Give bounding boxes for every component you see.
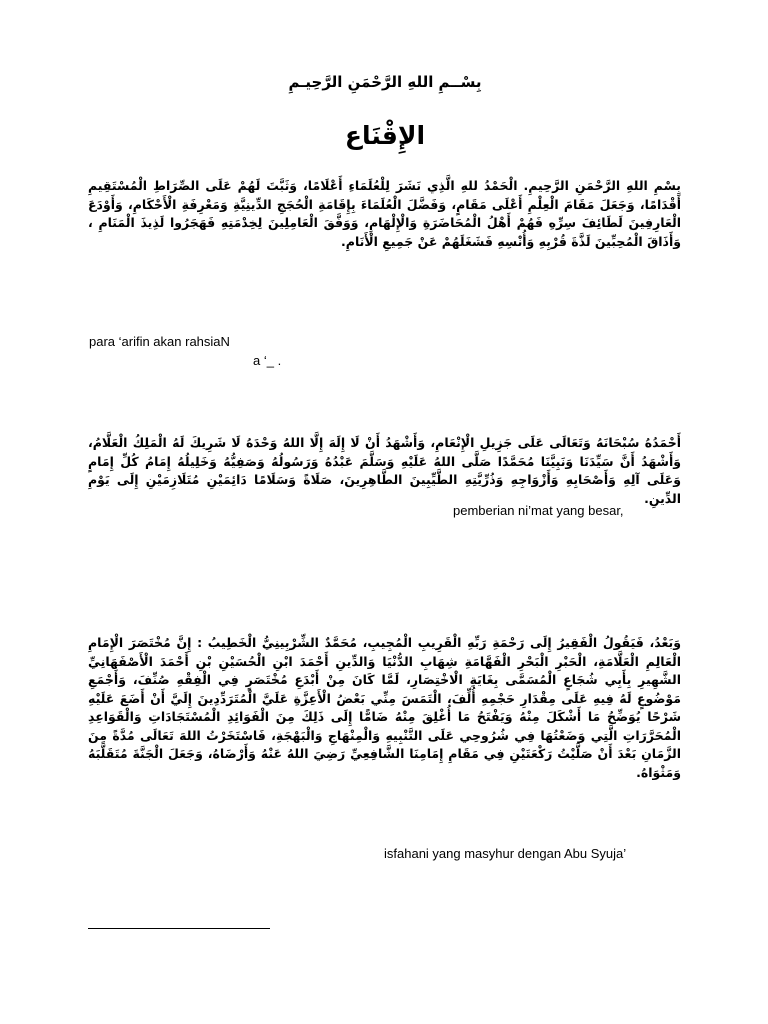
page-title: الإِقْنَاع [344, 121, 426, 150]
paragraph-shahada: أَحْمَدُهُ سُبْحَانَهُ وَتَعَالَى عَلَى جَزِيلِ الْإِنْعَامِ، وَأَشْهَدُ أَنْ لَا إِلَهَ إِلَّا اللهُ وَحْدَهُ لَا شَرِيكَ لَهُ الْمَلِكُ الْعَلَّامُ، وَأَشْهَدُ أَنَّ سَيِّدَنَا وَنَبِيَّنَا مُحَمَّدًا صَلَّى اللهُ عَلَيْهِ وَسَلَّمَ عَبْدُهُ وَرَسُولُهُ وَصَفِيُّهُ وَخَلِيلُهُ إِمَامُ كُلِّ إِمَامٍ وَعَلَى آلِهِ وَأَصْحَابِهِ وَأَزْوَاجِهِ وَذُرِّيَّتِهِ الطَّيِّبِينَ الطَّاهِرِينَ، صَلَاةً وَسَلَامًا دَائِمَيْنِ مُتَلَازِمَيْنِ إِلَى يَوْمِ الدِّينِ. [88, 435, 681, 506]
footnote-separator-rule [88, 928, 270, 929]
translation-note-1-fragment: a ‘_ . [253, 353, 282, 368]
translation-note-2: pemberian ni’mat yang besar, [453, 503, 624, 518]
basmala-heading: بِسْــمِ اللهِ الرَّحْمَنِ الرَّحِيـمِ [288, 73, 482, 91]
translation-note-1: para ‘arifin akan rahsiaN [89, 334, 230, 349]
paragraph-opening-praise: بِسْمِ اللهِ الرَّحْمَنِ الرَّحِيمِ. الْحَمْدُ للهِ الَّذِي نَشَرَ لِلْعُلَمَاءِ أَعْلَامًا، وَثَبَّتَ لَهُمْ عَلَى الصِّرَاطِ الْمُسْتَقِيمِ أَقْدَامًا، وَجَعَلَ مَقَامَ الْعِلْمِ أَعْلَى مَقَامٍ، وَفَضَّلَ الْعُلَمَاءَ بِإِقَامَةِ الْحُجَجِ الدِّينِيَّةِ وَمَعْرِفَةِ الْأَحْكَامِ، وَأَوْدَعَ الْعَارِفِينَ لَطَائِفَ سِرِّهِ فَهُمْ أَهْلُ الْمُحَاضَرَةِ وَالْإِلْهَامِ، وَوَفَّقَ الْعَامِلِينَ لِخِدْمَتِهِ فَهَجَرُوا لَذِيذَ الْمَنَامِ ، وَأَذَاقَ الْمُحِبِّينَ لَذَّةَ قُرْبِهِ وَأُنْسِهِ فَشَغَلَهُمْ عَنْ جَمِيعِ الْأَنَامِ. [88, 178, 681, 249]
paragraph-introduction: وَبَعْدُ، فَيَقُولُ الْفَقِيرُ إِلَى رَحْمَةِ رَبِّهِ الْقَرِيبِ الْمُجِيبِ، مُحَمَّدٌ الشِّرْبِينِيُّ الْخَطِيبُ : إِنَّ مُخْتَصَرَ الْإِمَامِ الْعَالِمِ الْعَلَّامَةِ، الْحَبْرِ الْبَحْرِ الْفَهَّامَةِ شِهَابِ الدُّنْيَا وَالدِّينِ أَحْمَدَ ابْنِ الْحُسَيْنِ بْنِ أَحْمَدَ الْأَصْفَهَانِيِّ الشَّهِيرِ بِأَبِي شُجَاعٍ الْمُسَمَّى بِغَايَةِ الْاخْتِصَارِ، لَمَّا كَانَ مِنْ أَبْدَعِ مُخْتَصَرٍ فِي الْفِقْهِ صُنِّفَ، وَأَجْمَعِ مَوْضُوعٍ لَهُ فِيهِ عَلَى مِقْدَارِ حَجْمِهِ أُلِّفَ، الْتَمَسَ مِنِّي بَعْضُ الْأَعِزَّةِ عَلَيَّ الْمُتَرَدِّدِينَ إِلَيَّ أَنْ أَضَعَ عَلَيْهِ شَرْحًا يُوَضِّحُ مَا أَشْكَلَ مِنْهُ وَيَفْتَحُ مَا أُغْلِقَ مِنْهُ ضَامًّا إِلَى ذَلِكَ مِنَ الْفَوَائِدِ الْمُسْتَجَادَاتِ وَالْقَوَاعِدِ الْمُحَرَّرَاتِ الَّتِي وَضَعْتُهَا فِي شُرُوحِي عَلَى التَّنْبِيهِ وَالْمِنْهَاجِ وَالْبَهْجَةِ، فَاسْتَخَرْتُ اللهَ تَعَالَى مُدَّةً مِنَ الزَّمَانِ بَعْدَ أَنْ صَلَّيْتُ رَكْعَتَيْنِ فِي مَقَامِ إِمَامِنَا الشَّافِعِيِّ رَضِيَ اللهُ عَنْهُ وَأَرْضَاهُ، وَجَعَلَ الْجَنَّةَ مُتَقَلَّبَهُ وَمَثْوَاهُ. [88, 635, 681, 780]
translation-note-3: isfahani yang masyhur dengan Abu Syuja’ [384, 846, 627, 861]
